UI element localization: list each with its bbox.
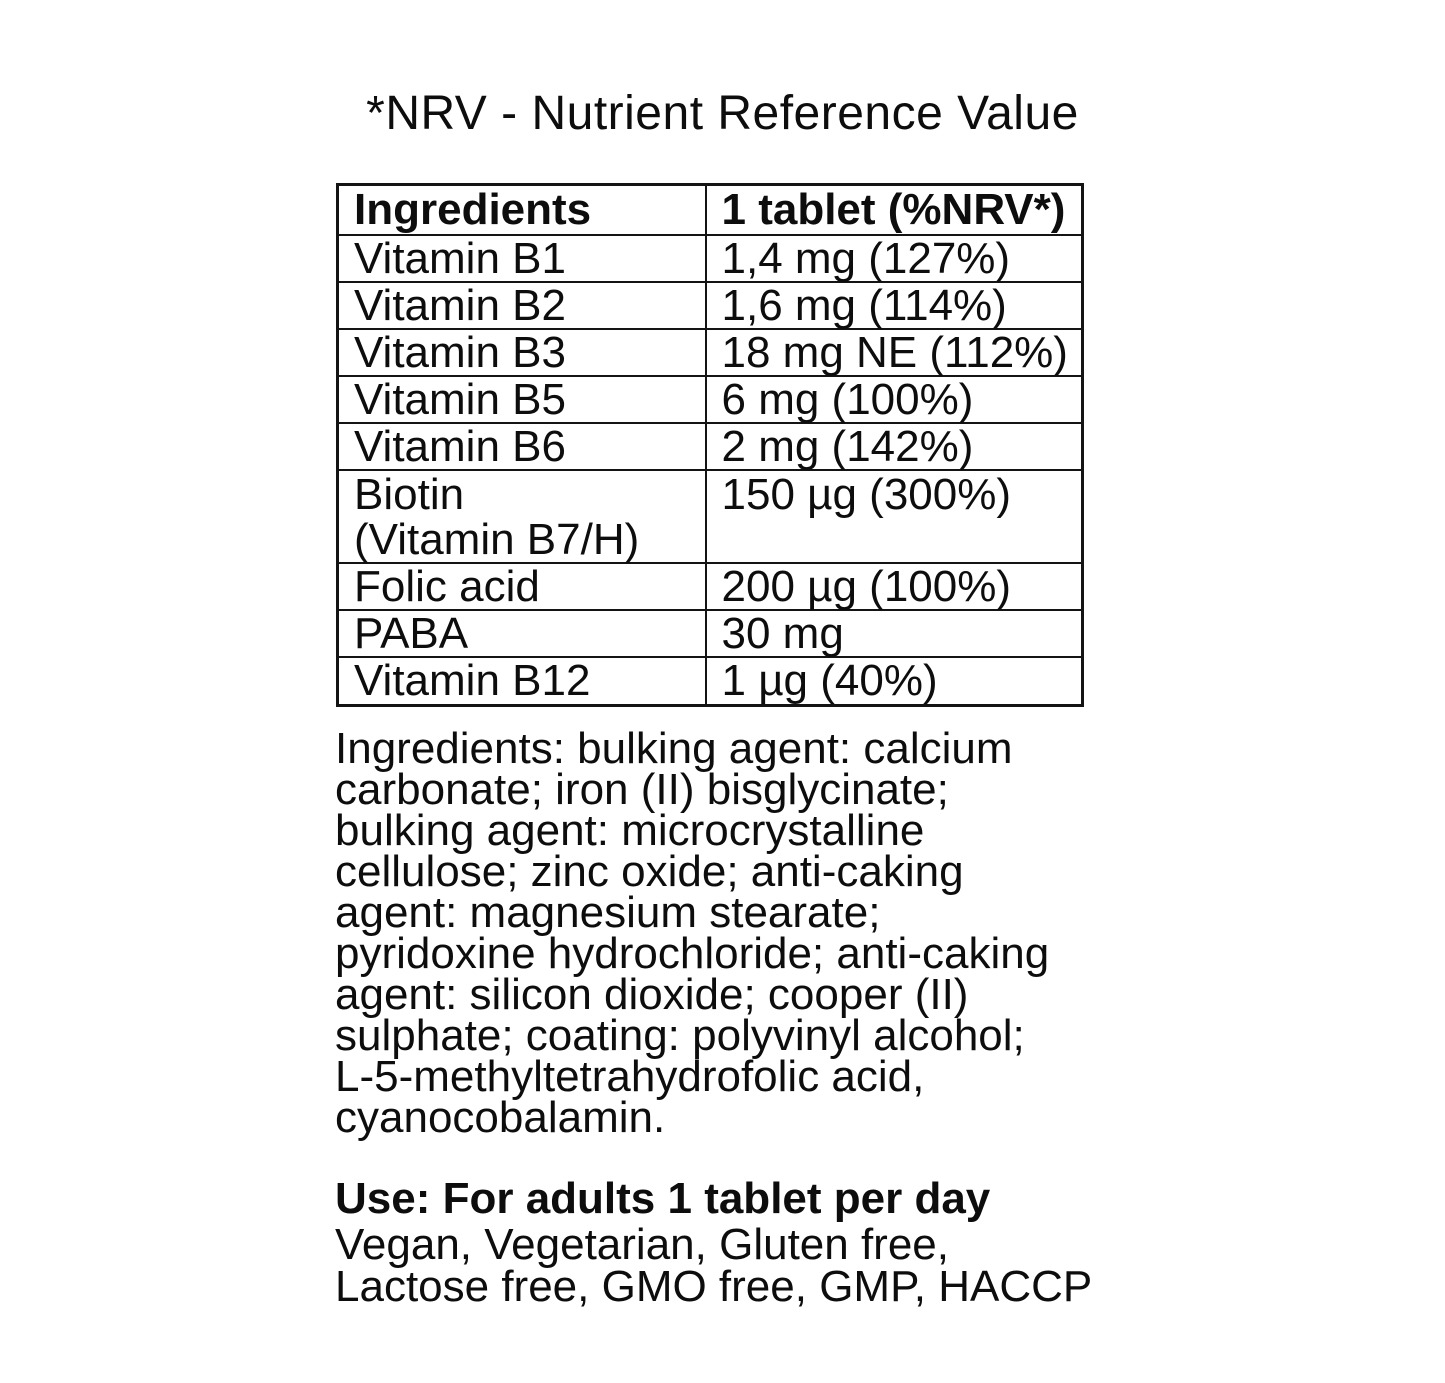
ingredient-value-cell: 1,4 mg (127%) [706,235,1083,282]
ingredients-line: Ingredients: bulking agent: calcium [335,724,1013,773]
ingredient-name-cell: Folic acid [338,563,706,610]
ingredient-name-cell: Vitamin B6 [338,423,706,470]
amount-column-header: 1 tablet (%NRV*) [706,185,1083,235]
table-row [338,235,1083,282]
ingredient-value-cell: 2 mg (142%) [706,423,1083,470]
ingredient-name-cell: Vitamin B2 [338,282,706,329]
ingredient-value-cell: 1,6 mg (114%) [706,282,1083,329]
ingredient-value-cell: 150 µg (300%) [706,470,1083,563]
certifications-line: Lactose free, GMO free, GMP, HACCP [335,1262,1093,1311]
ingredients-line: agent: magnesium stearate; [335,888,881,937]
ingredients-line: carbonate; iron (II) bisglycinate; [335,765,949,814]
certifications-line: Vegan, Vegetarian, Gluten free, [335,1220,950,1269]
ingredients-line: cellulose; zinc oxide; anti-caking [335,847,964,896]
table-header-row [338,185,1083,235]
ingredient-name-line1: Biotin [354,469,465,519]
ingredients-line: cyanocobalamin. [335,1093,666,1142]
table-row [338,470,1083,563]
table-row [338,423,1083,470]
table-row [338,563,1083,610]
ingredient-name-cell: Vitamin B3 [338,329,706,376]
nrv-footnote: *NRV - Nutrient Reference Value [366,87,1079,140]
ingredient-value-cell: 30 mg [706,610,1083,657]
ingredients-line: pyridoxine hydrochloride; anti-caking [335,929,1050,978]
ingredient-name-cell: Vitamin B5 [338,376,706,423]
ingredients-line: bulking agent: microcrystalline [335,806,925,855]
ingredients-line: sulphate; coating: polyvinyl alcohol; [335,1011,1025,1060]
ingredient-name-cell: Vitamin B12 [338,657,706,706]
nutrition-table [336,183,1084,707]
ingredient-value-cell: 6 mg (100%) [706,376,1083,423]
ingredients-column-header: Ingredients [338,185,706,235]
table-row [338,610,1083,657]
ingredients-paragraph [335,724,1050,1142]
certifications [335,1220,1093,1311]
table-row [338,282,1083,329]
ingredient-name-cell: PABA [338,610,706,657]
ingredient-value-cell: 18 mg NE (112%) [706,329,1083,376]
table-row [338,657,1083,706]
ingredient-name-line2: (Vitamin B7/H) [354,514,640,564]
ingredients-line: agent: silicon dioxide; cooper (II) [335,970,969,1019]
ingredient-name-cell [338,470,706,563]
table-row [338,376,1083,423]
ingredients-line: L-5-methyltetrahydrofolic acid, [335,1052,925,1101]
ingredient-value-cell: 1 µg (40%) [706,657,1083,706]
ingredient-name-cell: Vitamin B1 [338,235,706,282]
ingredient-value-cell: 200 µg (100%) [706,563,1083,610]
table-row [338,329,1083,376]
usage-line: Use: For adults 1 tablet per day [335,1174,991,1223]
